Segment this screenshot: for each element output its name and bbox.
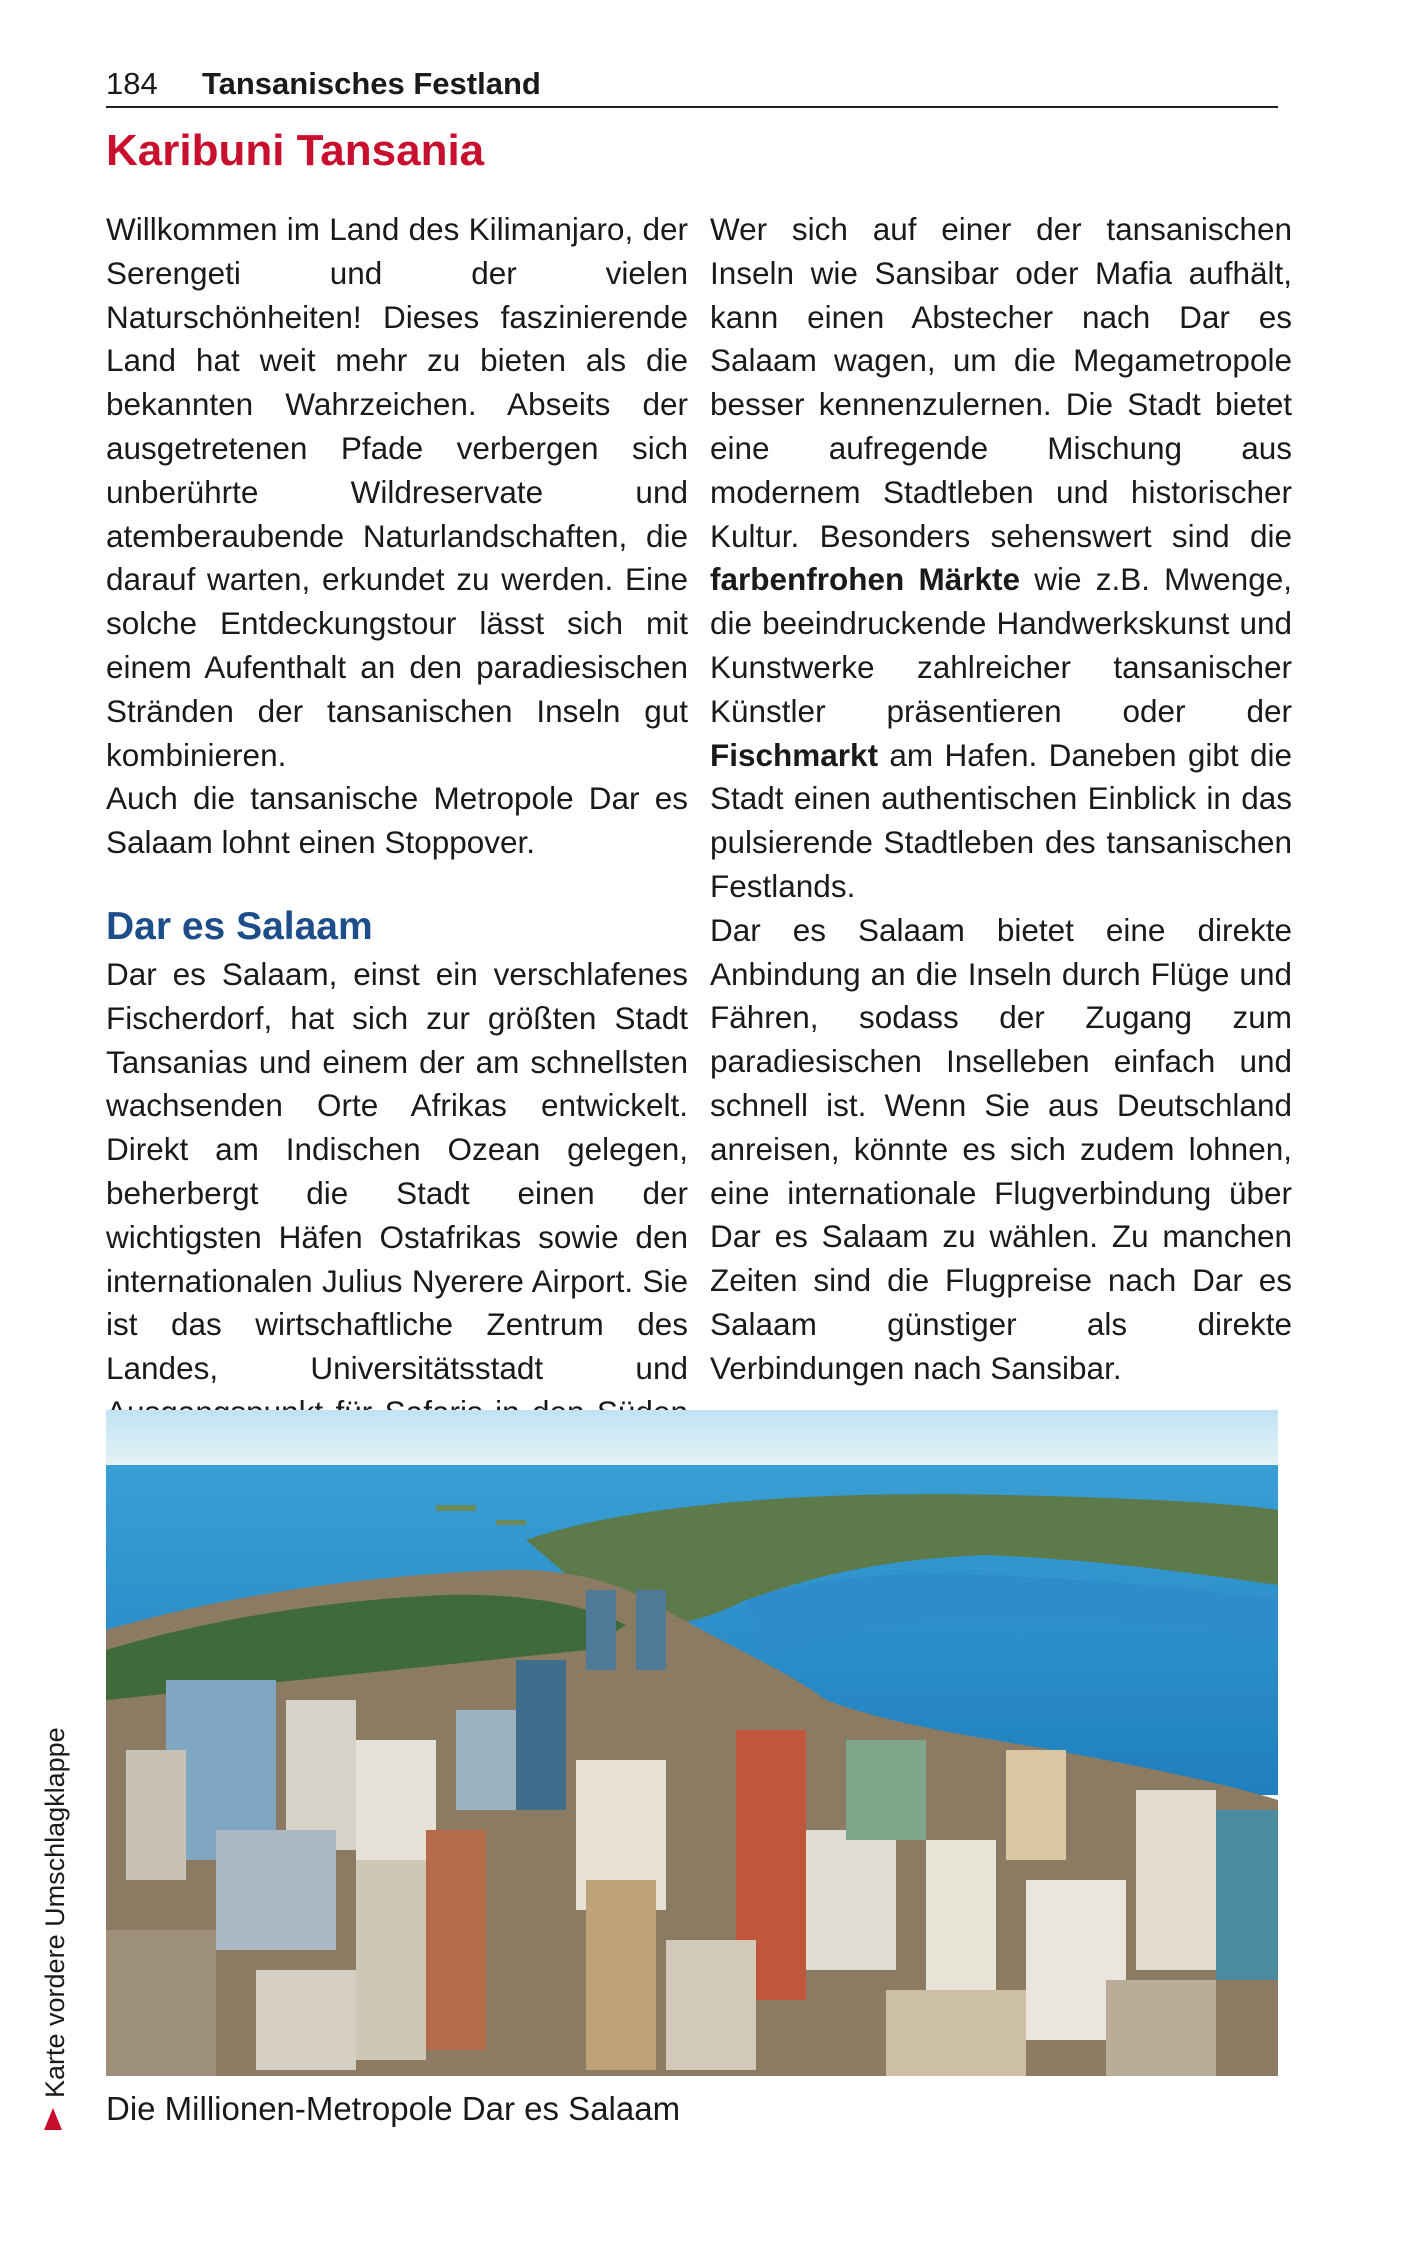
left-column [106, 208, 688, 1479]
bold-markets: farbenfrohen Märkte [710, 561, 1021, 598]
right-paragraph-1 [710, 208, 1292, 909]
section-paragraph-1: Dar es Salaam, einst ein verschlafenes Fischerdorf, hat sich zur größten Stadt Tansanias und einem der am schnellsten wachsenden Orte Afrikas entwickelt. Direkt am Indischen Ozean gelegen, beherbergt die Stadt einen der wichtigsten Häfen Ostafrikas sowie den internationalen Julius Nyerere Airport. Sie ist das wirtschaftliche Zentrum des Landes, Universitätsstadt und [106, 955, 688, 1387]
page-title: Karibuni Tansania [106, 126, 485, 175]
right-column [710, 208, 1292, 1391]
bold-fish-market: Fischmarkt [710, 736, 879, 773]
side-tab-label: Karte vordere Umschlagklappe [40, 1727, 70, 2098]
city-photo [106, 1410, 1278, 2076]
right-paragraph-2: Dar es Salaam bietet eine direkte Anbindung an die Inseln durch Flüge und Fähren, sodass der Zugang zum paradiesischen Inselleben einfach und schnell ist. Wenn Sie aus Deutschland anreisen, könnte es sich zudem lohnen, eine internationale Flugverbindung über Dar es Salaam zu wählen. Zu manchen Zeiten sind die Flugpreise nach Dar es Salaam günstiger als direkte Verbindungen nach Sansibar. [710, 911, 1292, 1386]
page-header [106, 62, 1278, 108]
text-run: am Hafen. Daneben gibt die Stadt einen authentischen Einblick in das pulsierende Stadtleben des tansanischen Festlands. [710, 736, 1292, 904]
text-run: wie z.B. Mwenge, die beeindruckende Handwerkskunst und Kunstwerke zahlreicher tansanischer Künstler präsentieren oder der [710, 561, 1292, 729]
triangle-marker-icon [44, 2108, 62, 2130]
running-head: Tansanisches Festland [202, 66, 541, 101]
aerial-city-illustration [106, 1410, 1278, 2076]
page-number: 184 [106, 66, 158, 101]
section-heading-dar-es-salaam: Dar es Salaam [106, 904, 373, 948]
text-run: Wer sich auf einer der tansanischen Inseln wie Sansibar oder Mafia aufhält, kann einen Abstecher nach Dar es Salaam wagen, um die Megametropole besser kennenzulernen. Die Stadt bietet eine aufregende Mischung aus modernem Stadtleben und historischer Kultur. Besonders sehenswert sind die [710, 211, 1292, 554]
photo-caption: Die Millionen-Metropole Dar es Salaam [106, 2090, 681, 2127]
intro-paragraph-1: Willkommen im Land des Kilimanjaro, der Serengeti und der vielen Naturschönheiten! Dieses faszinierende Land hat weit mehr zu bieten als die bekannten Wahrzeichen. Abseits der ausgetretenen Pfade verbergen sich unberührte Wildreservate und atemberaubende Naturlandschaften, die darauf warten, erkundet zu werden. Eine solche Entdeckungstour lässt sich mit einem Aufenthalt an den paradiesischen Stränden der tansanischen Inseln gut kombinieren. [106, 211, 688, 773]
intro-paragraph-2: Auch die tansanische Metropole Dar es Salaam lohnt einen Stoppover. [106, 780, 688, 861]
